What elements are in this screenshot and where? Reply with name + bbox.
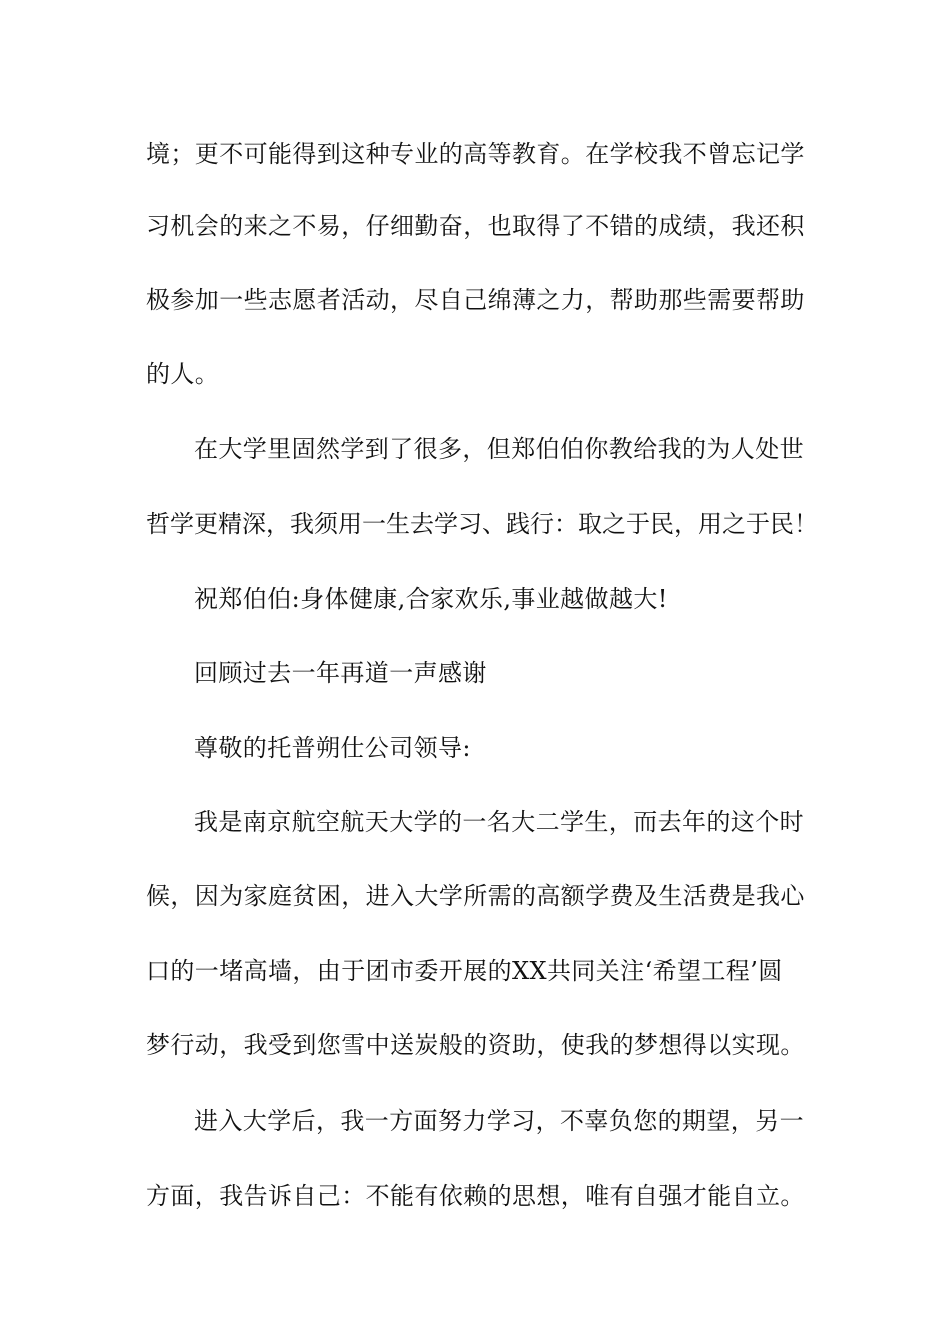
paragraph-line-1: 在大学里固然学到了很多，但郑伯伯你教给我的为人处世: [194, 435, 804, 463]
body-line-5: 进入大学后，我一方面努力学习，不辜负您的期望，另一: [194, 1107, 804, 1135]
paragraph-line-2: 哲学更精深，我须用一生去学习、践行：取之于民，用之于民！: [146, 510, 818, 538]
text-line-3: 极参加一些志愿者活动，尽自己绵薄之力，帮助那些需要帮助: [146, 286, 805, 314]
salutation-line: 尊敬的托普朔仕公司领导:: [194, 734, 471, 762]
body-line-3: 口的一堵高墙，由于团市委开展的XX共同关注‘希望工程’圆: [146, 957, 783, 985]
body-line-6: 方面，我告诉自己：不能有依赖的思想，唯有自强才能自立。: [146, 1182, 805, 1210]
text-line-1: 境；更不可能得到这种专业的高等教育。在学校我不曾忘记学: [146, 140, 805, 168]
blessing-line: 祝郑伯伯:身体健康,合家欢乐,事业越做越大!: [194, 585, 668, 613]
body-line-2: 候，因为家庭贫困，进入大学所需的高额学费及生活费是我心: [146, 882, 805, 910]
body-line-1: 我是南京航空航天大学的一名大二学生，而去年的这个时: [194, 808, 804, 836]
section-title: 回顾过去一年再道一声感谢: [194, 659, 487, 687]
text-line-2: 习机会的来之不易，仔细勤奋，也取得了不错的成绩，我还积: [146, 212, 805, 240]
body-line-4: 梦行动，我受到您雪中送炭般的资助，使我的梦想得以实现。: [146, 1031, 805, 1059]
text-line-4: 的人。: [146, 360, 220, 388]
